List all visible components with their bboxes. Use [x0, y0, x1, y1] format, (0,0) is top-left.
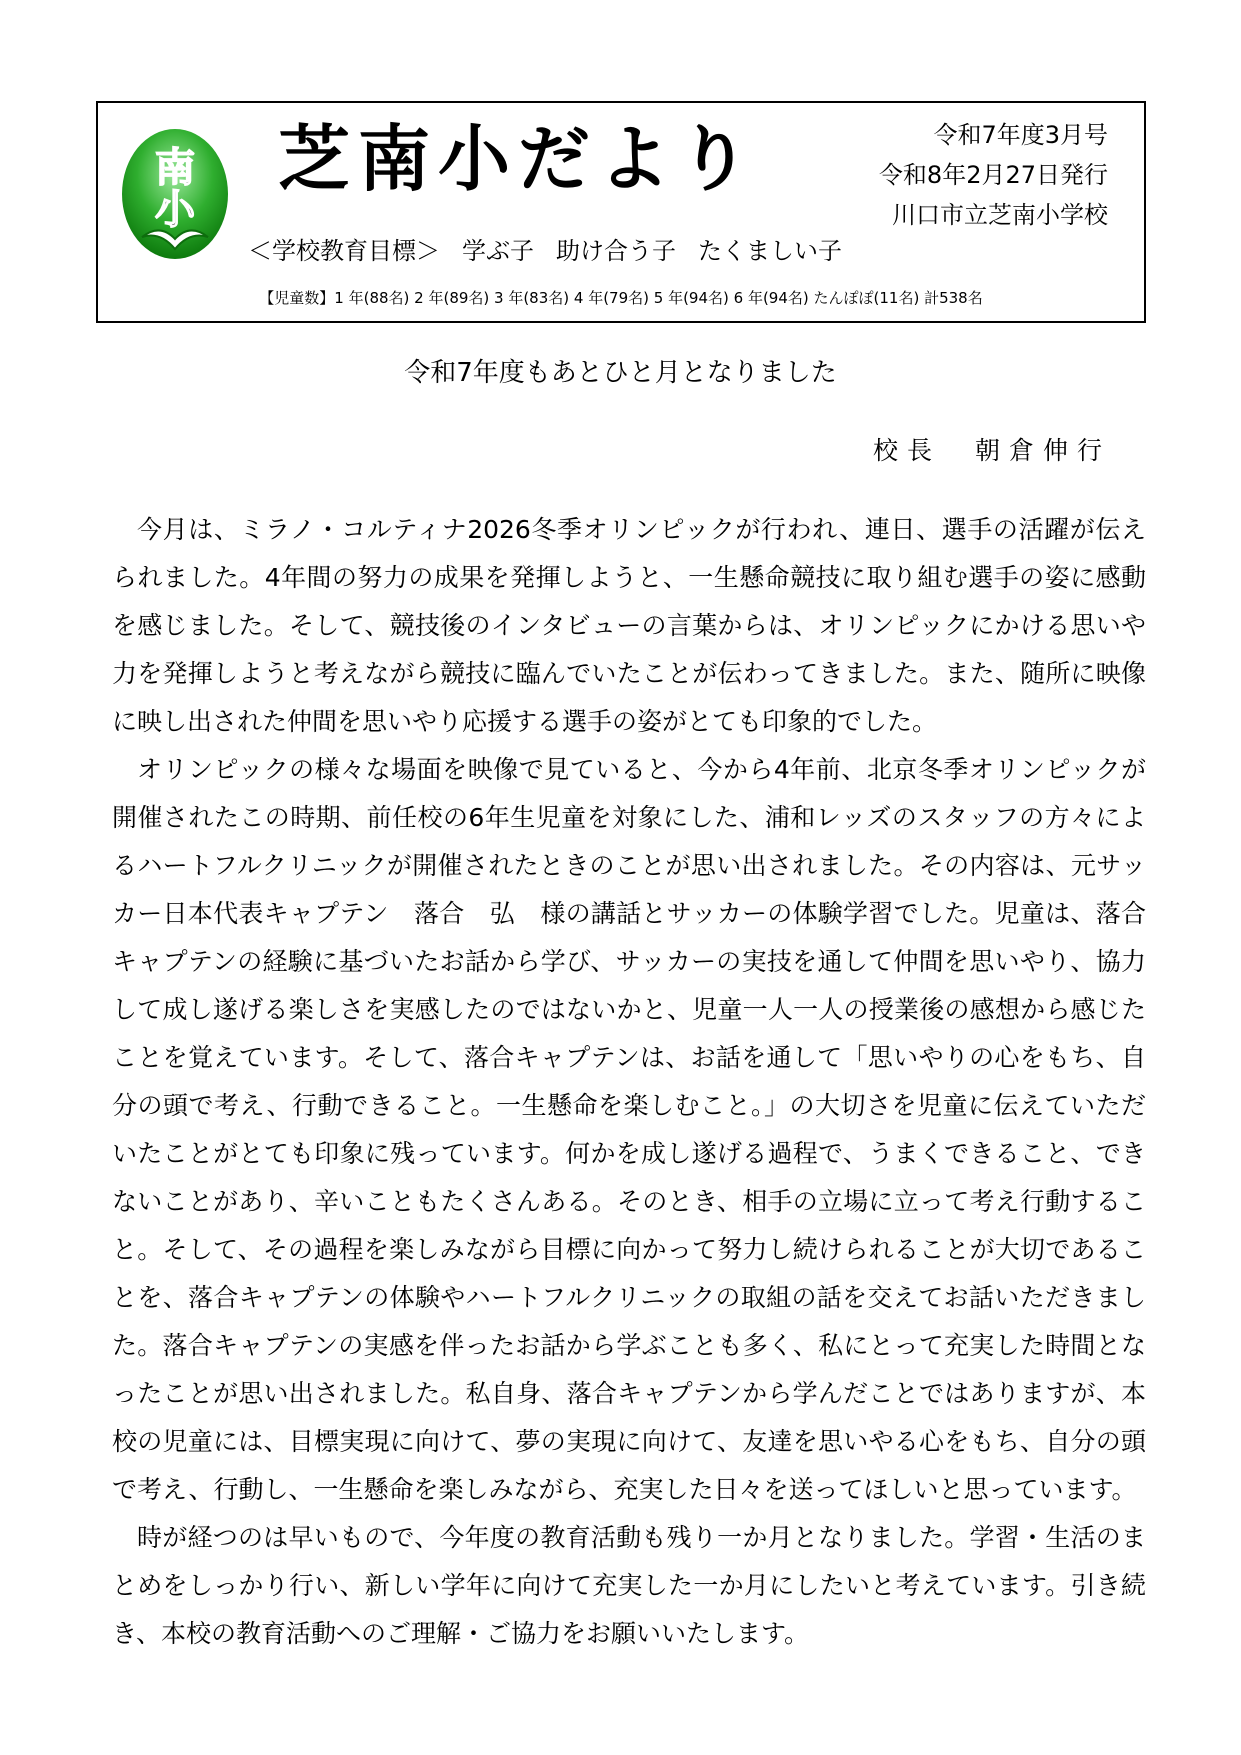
student-counts: 【児童数】1 年(88名) 2 年(89名) 3 年(83名) 4 年(79名) 5 年(94名) 6 年(94名) たんぽぽ(11名) 計538名	[259, 289, 983, 307]
goal-label: ＜学校教育目標＞	[248, 237, 440, 265]
newsletter-title: 芝南小だより	[278, 117, 759, 201]
goal-item: たくましい子	[698, 237, 842, 265]
paragraph: 時が経つのは早いもので、今年度の教育活動も残り一か月となりました。学習・生活のまとめをしっかり行い、新しい学年に向けて充実した一か月にしたいと考えています。引き続き、本校の教育活動へのご理解・ご協力をお願いいたします。	[112, 1523, 1146, 1648]
paragraph: オリンピックの様々な場面を映像で見ていると、今から4年前、北京冬季オリンピックが開催されたこの時期、前任校の6年生児童を対象にした、浦和レッズのスタッフの方々によるハートフルクリニックが開催されたときのことが思い出されました。その内容は、元サッカー日本代表キャプテン 落合 弘 様の講話とサッカーの体験学習でした。児童は、落合キャプテンの経験に基づいたお話から学び、サッカーの実技を通して仲間を思いやり、協力して成し遂げる楽しさを実感したのではないかと、児童一人一人の授業後の感想から感じたことを覚えています。そして、落合キャプテンは、お話を通して「思いやりの心をもち、自分の頭で考え、行動できること。一生懸命を楽しむこと。」の大切さを児童に伝えていただいたことがとても印象に残っています。何かを成し遂げる過程で、うまくできること、できないことがあり、辛いこともたくさんある。そのとき、相手の立場に立って考え行動すること。そして、その過程を楽しみながら目標に向かって努力し続けられることが大切であることを、落合キャプテンの体験やハートフルクリニックの取組の話を交えてお話いただきました。落合キャプテンの実感を伴ったお話から学ぶことも多く、私にとって充実した時間となったことが思い出されました。私自身、落合キャプテンから学んだことではありますが、本校の児童には、目標実現に向けて、夢の実現に向けて、友達を思いやる心をもち、自分の頭で考え、行動し、一生懸命を楽しみながら、充実した日々を送ってほしいと思っています。	[112, 755, 1146, 1504]
article-body	[112, 506, 1146, 1658]
logo-char-1: 南	[155, 145, 195, 191]
issue-number: 令和7年度3月号	[933, 121, 1108, 149]
school-goal	[248, 237, 842, 266]
article-headline: 令和7年度もあとひと月となりました	[404, 358, 837, 388]
school-name: 川口市立芝南小学校	[892, 201, 1108, 229]
goal-item: 助け合う子	[556, 237, 676, 265]
school-logo	[120, 127, 230, 261]
issue-date: 令和8年2月27日発行	[878, 161, 1108, 189]
issue-info	[879, 115, 1108, 235]
logo-char-2: 小	[155, 187, 195, 233]
article-author: 校長 朝倉伸行	[872, 436, 1111, 465]
goal-item: 学ぶ子	[462, 237, 534, 265]
paragraph: 今月は、ミラノ・コルティナ2026冬季オリンピックが行われ、連日、選手の活躍が伝えられました。4年間の努力の成果を発揮しようと、一生懸命競技に取り組む選手の姿に感動を感じました。そして、競技後のインタビューの言葉からは、オリンピックにかける思いや力を発揮しようと考えながら競技に臨んでいたことが伝わってきました。また、随所に映像に映し出された仲間を思いやり応援する選手の姿がとても印象的でした。	[112, 515, 1146, 736]
masthead	[96, 101, 1146, 323]
